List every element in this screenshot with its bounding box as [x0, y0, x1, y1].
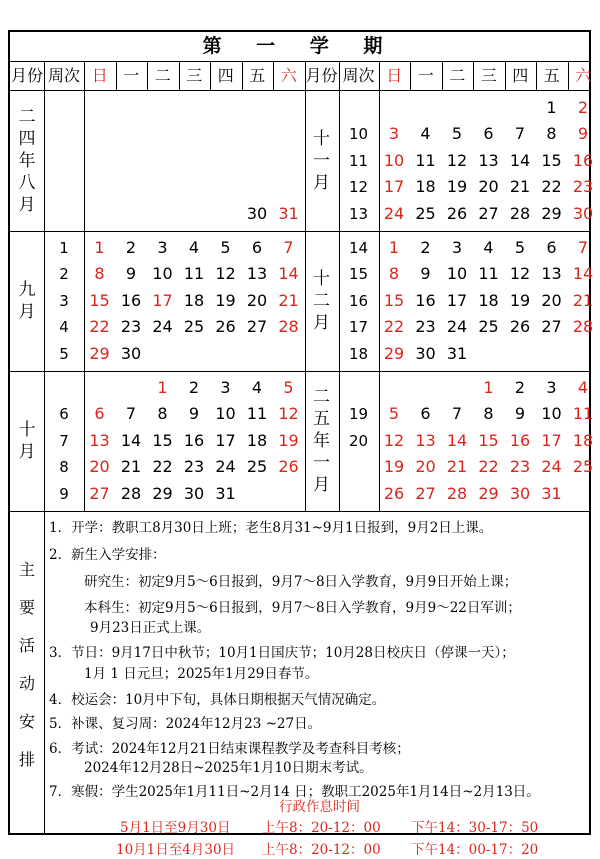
divider [273, 61, 274, 90]
week-number: 12 [348, 178, 369, 197]
month-char: 月 [313, 173, 330, 193]
month-char: 月 [18, 195, 36, 215]
day-cell: 20 [415, 457, 436, 477]
day-cell: 24 [541, 457, 562, 477]
day-cell: 7 [514, 124, 526, 144]
day-cell: 30 [509, 483, 531, 503]
header-day: 二 [449, 66, 466, 85]
day-cell: 18 [415, 177, 436, 197]
note-line: 研究生：初定9月5～6日报到，9月7～8日入学教育，9月9日开始上课； [84, 574, 518, 590]
day-cell: 5 [388, 404, 400, 424]
day-cell: 9 [188, 404, 200, 424]
note-line: 2．新生入学安排： [49, 547, 166, 563]
day-cell: 15 [152, 430, 173, 450]
week-number: 14 [348, 239, 369, 257]
day-cell: 20 [541, 290, 562, 310]
day-cell: 12 [383, 430, 405, 450]
month-char: 月 [18, 442, 36, 462]
month-char: 十 [313, 269, 330, 289]
day-cell: 22 [383, 317, 405, 337]
month-char: 八 [18, 173, 36, 193]
month-label [305, 268, 339, 334]
header-month: 月份 [10, 66, 43, 85]
day-cell: 7 [283, 238, 294, 257]
day-cell: 28 [572, 317, 594, 337]
day-cell: 19 [278, 430, 299, 450]
month-char: 年 [313, 431, 330, 451]
week-number: 6 [59, 405, 69, 424]
day-cell: 30 [572, 203, 594, 223]
week-number: 17 [348, 318, 369, 337]
day-cell: 21 [509, 177, 531, 197]
day-cell: 12 [509, 264, 531, 284]
day-cell: 25 [415, 203, 436, 223]
day-cell: 25 [478, 317, 499, 337]
header-day: 六 [280, 66, 297, 85]
day-cell: 18 [246, 430, 268, 450]
day-cell: 7 [451, 404, 463, 424]
day-cell: 10 [383, 150, 405, 170]
day-cell: 26 [278, 457, 299, 477]
day-cell: 31 [215, 483, 236, 503]
day-cell: 16 [509, 430, 531, 450]
day-cell: 29 [152, 483, 173, 503]
note-line: 3．节日：9月17日中秋节；10月1日国庆节；10月28日校庆日（停课一天）； [49, 645, 515, 661]
schedule-pm: 下午14：30-17：50 [411, 820, 539, 836]
week-number: 9 [59, 484, 69, 503]
day-cell: 17 [446, 290, 468, 310]
schedule-pm: 下午14：00-17：20 [411, 842, 539, 858]
month-label [10, 106, 44, 216]
day-cell: 9 [125, 264, 137, 284]
day-cell: 19 [215, 290, 236, 310]
day-cell: 9 [420, 264, 431, 284]
header-day: 四 [217, 66, 234, 85]
activities-label [10, 551, 44, 779]
divider [473, 61, 474, 90]
day-cell: 23 [572, 177, 594, 197]
day-cell: 11 [183, 264, 205, 284]
week-number: 20 [348, 431, 369, 450]
header-day: 一 [123, 66, 140, 85]
header-day: 二 [154, 66, 171, 85]
day-cell: 12 [278, 404, 299, 424]
day-cell: 31 [278, 203, 299, 223]
day-cell: 30 [183, 483, 205, 503]
week-number: 15 [348, 265, 369, 284]
day-cell: 3 [388, 124, 400, 144]
day-cell: 13 [246, 264, 268, 284]
day-cell: 1 [388, 238, 400, 257]
day-cell: 1 [94, 238, 105, 257]
day-cell: 25 [572, 457, 594, 477]
schedule-am: 上午8：20-12：00 [262, 820, 381, 836]
divider [242, 61, 243, 90]
divider [10, 371, 589, 372]
divider [410, 61, 411, 90]
header-week: 周次 [342, 66, 375, 85]
day-cell: 8 [546, 124, 557, 144]
day-cell: 17 [383, 177, 405, 197]
day-cell: 19 [383, 457, 405, 477]
month-char: 年 [18, 151, 36, 171]
day-cell: 24 [383, 203, 405, 223]
day-cell: 14 [120, 430, 142, 450]
day-cell: 30 [120, 343, 142, 363]
day-cell: 13 [89, 430, 110, 450]
day-cell: 16 [415, 290, 436, 310]
week-number: 16 [348, 291, 369, 310]
day-cell: 27 [478, 203, 499, 223]
day-cell: 7 [125, 404, 137, 424]
day-cell: 5 [514, 238, 526, 257]
day-cell: 3 [546, 378, 557, 397]
label-char: 要 [18, 598, 35, 617]
day-cell: 16 [572, 150, 594, 170]
day-cell: 15 [541, 150, 562, 170]
day-cell: 13 [541, 264, 562, 284]
schedule-am: 上午8：20-12：00 [262, 842, 381, 858]
month-char: 五 [313, 409, 330, 429]
day-cell: 17 [152, 290, 173, 310]
day-cell: 18 [572, 430, 594, 450]
day-cell: 15 [89, 290, 110, 310]
day-cell: 27 [246, 317, 268, 337]
day-cell: 14 [278, 264, 299, 284]
day-cell: 6 [546, 238, 557, 257]
divider [10, 231, 589, 232]
day-cell: 3 [451, 238, 463, 257]
week-number: 3 [59, 291, 69, 310]
header-day: 五 [543, 66, 560, 85]
day-cell: 21 [446, 457, 468, 477]
week-number: 7 [59, 431, 69, 450]
divider [116, 61, 117, 90]
day-cell: 22 [478, 457, 499, 477]
header-day: 一 [417, 66, 434, 85]
day-cell: 8 [483, 404, 494, 424]
day-cell: 23 [183, 457, 205, 477]
day-cell: 2 [125, 238, 137, 257]
day-cell: 9 [514, 404, 526, 424]
header-day: 日 [386, 66, 403, 85]
day-cell: 11 [478, 264, 499, 284]
day-cell: 11 [415, 150, 436, 170]
day-cell: 6 [251, 238, 263, 257]
divider [147, 61, 148, 90]
week-number: 1 [59, 239, 69, 257]
header-day: 三 [186, 66, 203, 85]
day-cell: 19 [446, 177, 468, 197]
day-cell: 21 [278, 290, 299, 310]
day-cell: 22 [89, 317, 110, 337]
day-cell: 8 [157, 404, 168, 424]
day-cell: 26 [383, 483, 405, 503]
day-cell: 25 [246, 457, 268, 477]
divider [442, 61, 443, 90]
day-cell: 17 [215, 430, 236, 450]
day-cell: 8 [94, 264, 105, 284]
label-char: 活 [18, 636, 35, 655]
day-cell: 2 [420, 238, 431, 257]
divider [179, 61, 180, 90]
header-day: 五 [249, 66, 266, 85]
day-cell: 11 [246, 404, 268, 424]
day-cell: 24 [446, 317, 468, 337]
day-cell: 18 [478, 290, 499, 310]
week-number: 4 [59, 318, 69, 337]
day-cell: 29 [478, 483, 499, 503]
note-line: 4．校运会：10月中下旬，具体日期根据天气情况确定。 [49, 692, 386, 708]
month-char: 月 [18, 302, 36, 322]
month-label [10, 419, 44, 463]
day-cell: 1 [157, 378, 168, 397]
week-number: 10 [348, 125, 369, 144]
day-cell: 2 [577, 98, 589, 117]
month-char: 二 [18, 107, 36, 127]
day-cell: 28 [509, 203, 531, 223]
day-cell: 31 [446, 343, 468, 363]
day-cell: 14 [572, 264, 594, 284]
day-cell: 14 [446, 430, 468, 450]
page-title: 第 一 学 期 [10, 32, 589, 62]
day-cell: 11 [572, 404, 594, 424]
week-number: 19 [348, 405, 369, 424]
day-cell: 7 [577, 238, 589, 257]
month-char: 十 [18, 420, 36, 440]
month-char: 一 [313, 151, 330, 171]
day-cell: 6 [94, 404, 105, 424]
month-char: 二 [313, 387, 330, 407]
month-char: 九 [18, 280, 36, 300]
day-cell: 4 [577, 378, 589, 397]
label-char: 主 [18, 560, 35, 579]
day-cell: 18 [183, 290, 205, 310]
day-cell: 22 [152, 457, 173, 477]
day-cell: 27 [89, 483, 110, 503]
divider [10, 511, 589, 512]
header-day: 三 [480, 66, 497, 85]
month-char: 月 [313, 475, 330, 495]
month-label [305, 128, 339, 194]
day-cell: 5 [283, 378, 294, 397]
month-char: 四 [18, 129, 36, 149]
day-cell: 12 [446, 150, 468, 170]
header-day: 六 [575, 66, 592, 85]
divider [568, 61, 569, 90]
day-cell: 2 [514, 378, 526, 397]
day-cell: 16 [183, 430, 205, 450]
day-cell: 20 [89, 457, 110, 477]
day-cell: 20 [478, 177, 499, 197]
day-cell: 10 [541, 404, 562, 424]
day-cell: 14 [509, 150, 531, 170]
day-cell: 5 [451, 124, 463, 144]
day-cell: 27 [415, 483, 436, 503]
divider [505, 61, 506, 90]
note-line: 7．寒假：学生2025年1月11日~2月14 日；教职工2025年1月14日~2月13日。 [49, 784, 540, 800]
day-cell: 4 [483, 238, 494, 257]
note-line: 本科生：初定9月5～6日报到，9月7～8日入学教育，9月9～22日军训； [84, 600, 521, 616]
label-char: 排 [18, 750, 35, 769]
day-cell: 29 [89, 343, 110, 363]
day-cell: 6 [483, 124, 494, 144]
header-day: 四 [512, 66, 529, 85]
day-cell: 1 [546, 98, 557, 117]
day-cell: 1 [483, 378, 494, 397]
day-cell: 20 [246, 290, 268, 310]
day-cell: 24 [215, 457, 236, 477]
month-char: 二 [313, 291, 330, 311]
day-cell: 22 [541, 177, 562, 197]
day-cell: 15 [383, 290, 405, 310]
note-line: 6．考试：2024年12月21日结束课程教学及考查科目考核； [49, 741, 410, 757]
activities-notes [44, 511, 589, 858]
day-cell: 8 [388, 264, 400, 284]
day-cell: 17 [541, 430, 562, 450]
day-cell: 23 [509, 457, 531, 477]
day-cell: 31 [541, 483, 562, 503]
note-line: 9月23日正式上课。 [90, 620, 211, 636]
day-cell: 13 [415, 430, 436, 450]
day-cell: 25 [183, 317, 205, 337]
day-cell: 30 [246, 203, 268, 223]
month-label [10, 279, 44, 323]
day-cell: 6 [420, 404, 431, 424]
day-cell: 3 [157, 238, 168, 257]
label-char: 动 [18, 674, 35, 693]
schedule-period: 5月1日至9月30日 [120, 820, 231, 836]
day-cell: 26 [509, 317, 531, 337]
divider [536, 61, 537, 90]
day-cell: 21 [120, 457, 142, 477]
day-cell: 29 [541, 203, 562, 223]
day-cell: 5 [220, 238, 231, 257]
month-label [305, 386, 339, 496]
week-number: 5 [59, 344, 69, 363]
day-cell: 19 [509, 290, 531, 310]
month-char: 一 [313, 453, 330, 473]
header-day: 日 [91, 66, 108, 85]
week-number: 18 [348, 344, 369, 363]
day-cell: 10 [152, 264, 173, 284]
month-char: 十 [313, 129, 330, 149]
divider [44, 511, 45, 833]
header-month: 月份 [305, 66, 338, 85]
day-cell: 23 [415, 317, 436, 337]
day-cell: 13 [478, 150, 499, 170]
day-cell: 26 [215, 317, 236, 337]
day-cell: 9 [577, 124, 589, 144]
day-cell: 10 [215, 404, 236, 424]
day-cell: 4 [251, 378, 263, 397]
day-cell: 16 [120, 290, 142, 310]
day-cell: 29 [383, 343, 405, 363]
day-cell: 10 [446, 264, 468, 284]
calendar-frame [8, 30, 594, 858]
note-line: 2024年12月28日~2025年1月10日期末考试。 [84, 760, 373, 776]
day-cell: 26 [446, 203, 468, 223]
schedule-period: 10月1日至4月30日 [116, 842, 236, 858]
schedule-title: 行政作息时间 [279, 799, 360, 815]
header-row [10, 61, 592, 91]
week-number: 11 [348, 151, 369, 170]
day-cell: 28 [278, 317, 299, 337]
day-cell: 4 [188, 238, 200, 257]
day-cell: 12 [215, 264, 236, 284]
month-char: 月 [313, 313, 330, 333]
day-cell: 28 [446, 483, 468, 503]
week-number: 2 [59, 265, 69, 284]
day-cell: 4 [420, 124, 431, 144]
day-cell: 24 [152, 317, 173, 337]
day-cell: 28 [120, 483, 142, 503]
label-char: 安 [18, 712, 35, 731]
divider [210, 61, 211, 90]
week-number: 8 [59, 458, 69, 477]
header-week: 周次 [47, 66, 80, 85]
day-cell: 15 [478, 430, 499, 450]
day-cell: 23 [120, 317, 142, 337]
week-number: 13 [348, 204, 369, 223]
note-line: 1．开学：教职工8月30日上班；老生8月31~9月1日报到，9月2日上课。 [49, 520, 493, 536]
day-cell: 27 [541, 317, 562, 337]
day-cell: 21 [572, 290, 594, 310]
day-cell: 3 [220, 378, 231, 397]
day-cell: 2 [188, 378, 200, 397]
note-line: 5．补课、复习周：2024年12月23 ~27日。 [49, 716, 322, 732]
day-cell: 30 [415, 343, 436, 363]
note-line: 1月 1 日元旦；2025年1月29日春节。 [84, 666, 319, 682]
